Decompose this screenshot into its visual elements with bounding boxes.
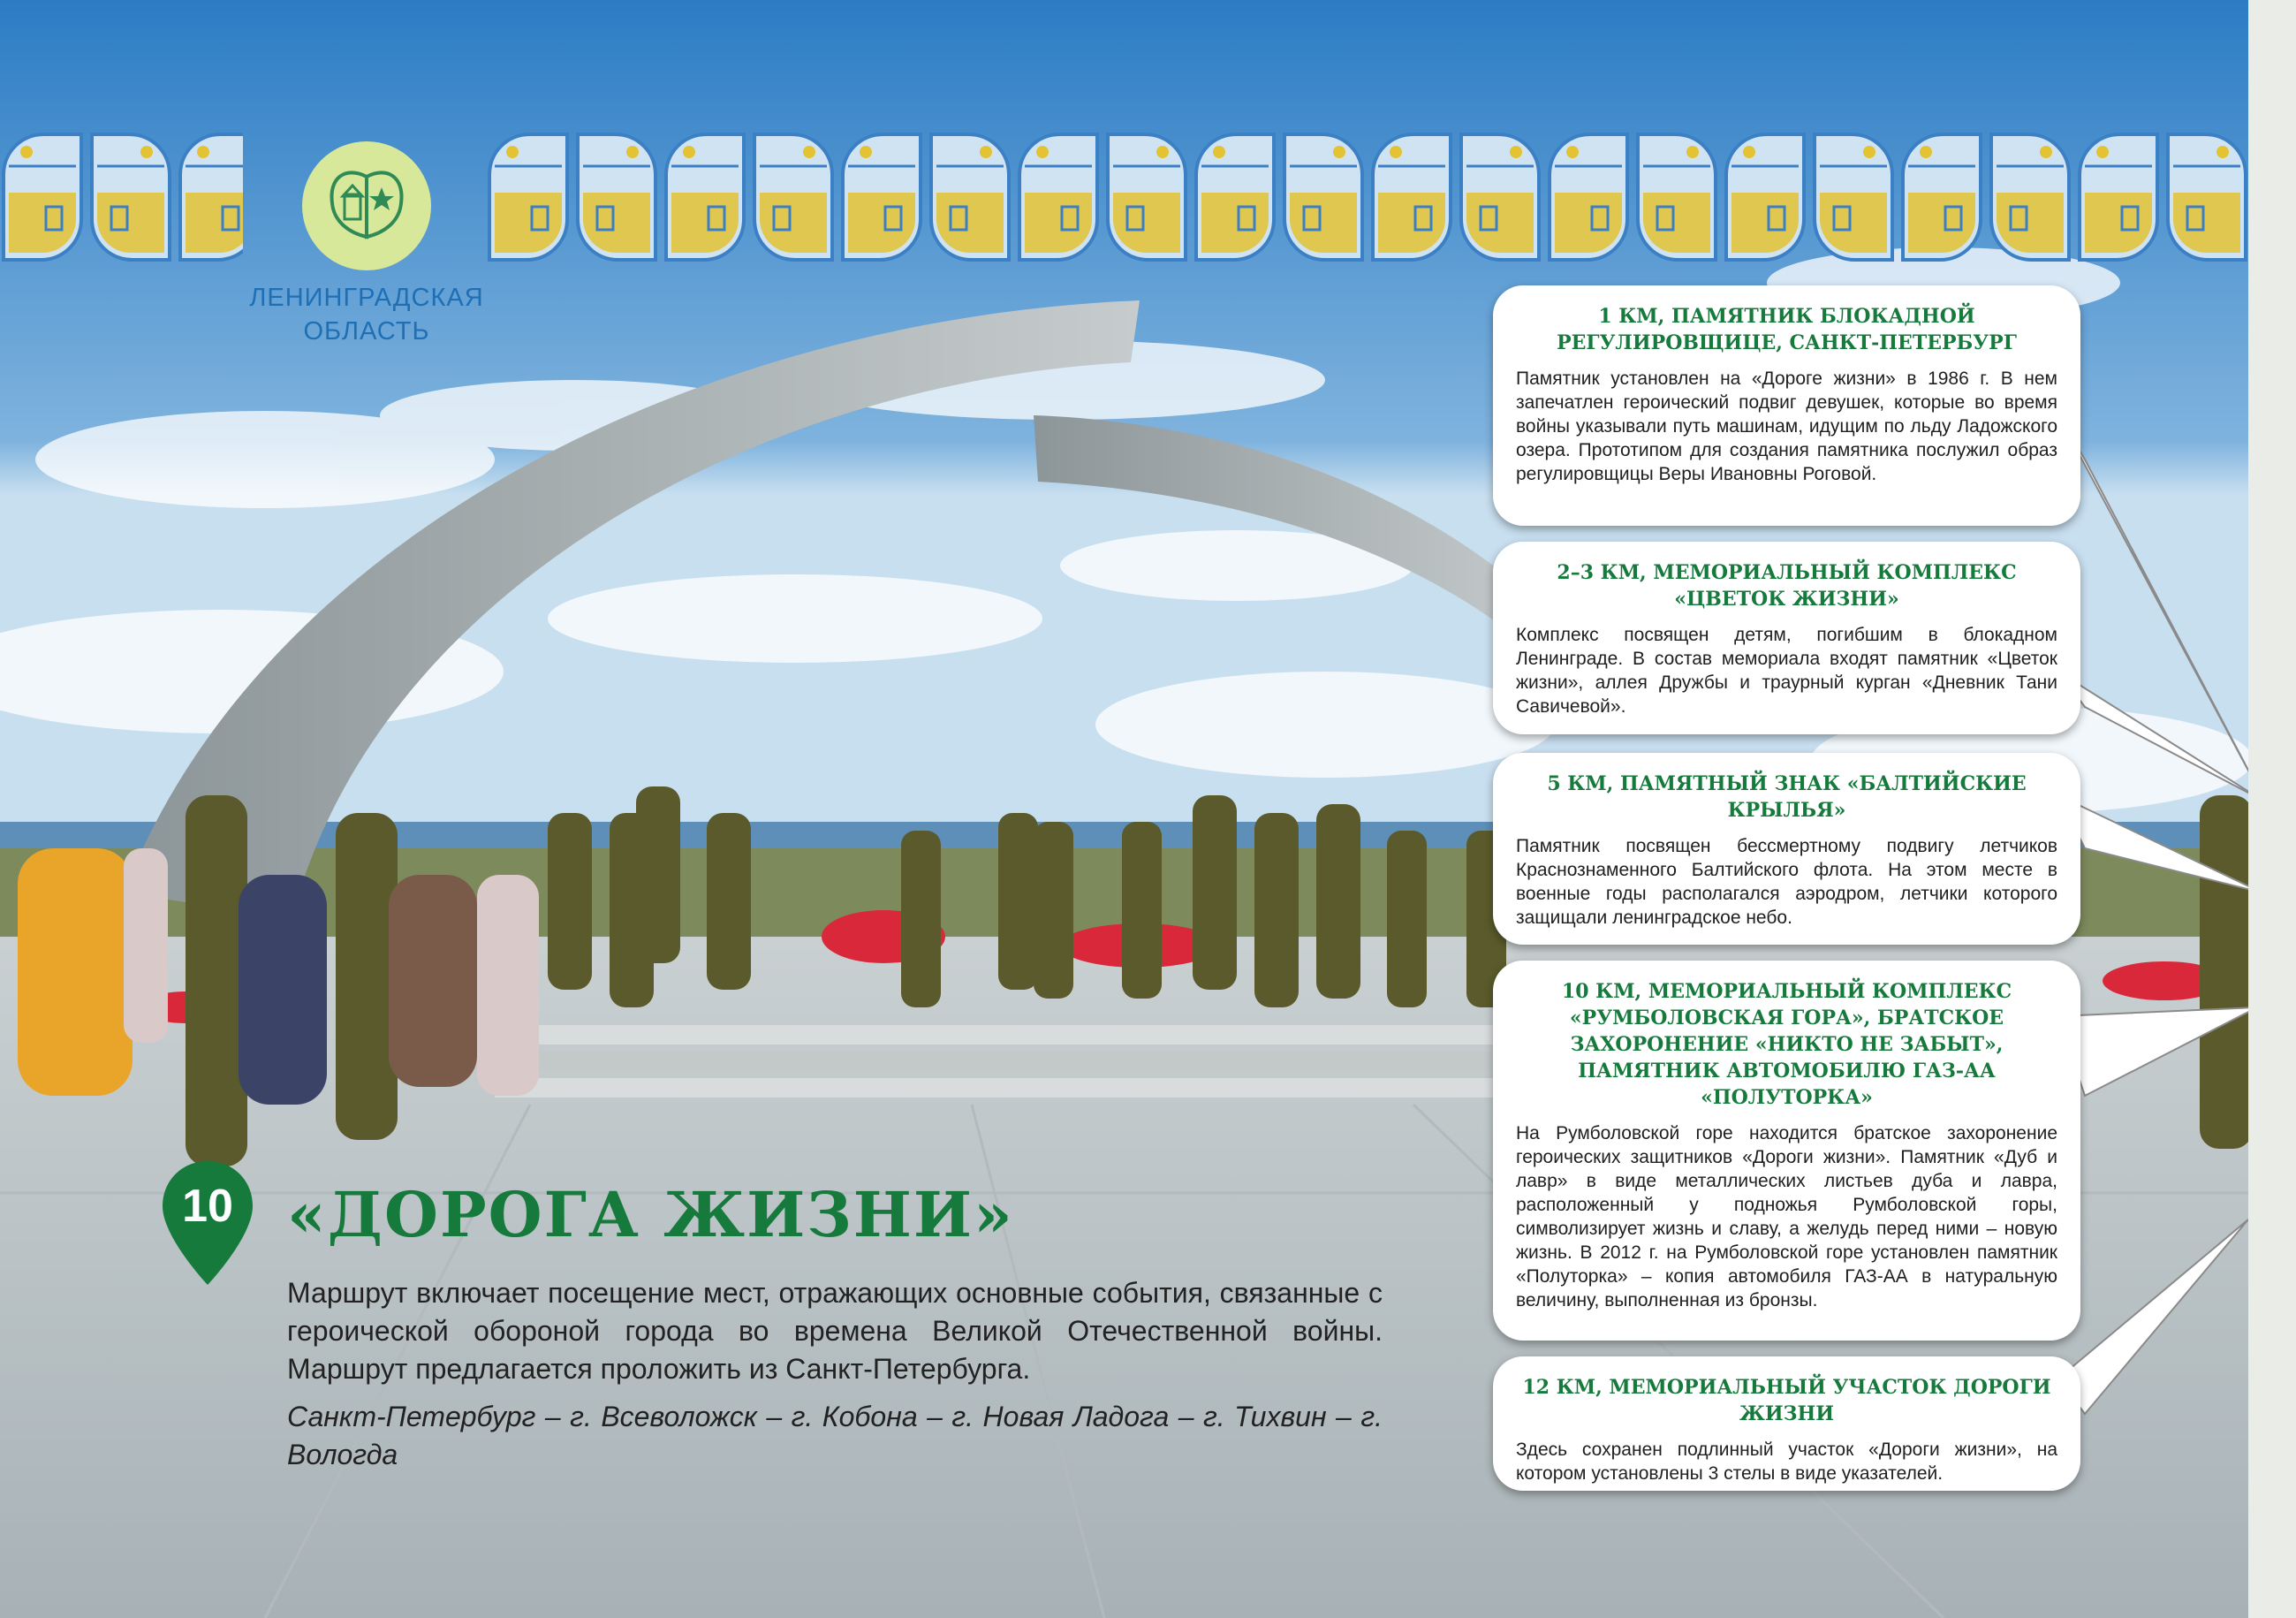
region-name-line1: ЛЕНИНГРАДСКАЯ <box>249 284 484 312</box>
stop-card-2 <box>1493 542 2080 734</box>
stop-card-5 <box>1493 1356 2080 1491</box>
ornament-leaf <box>574 131 659 263</box>
ornament-leaf <box>1546 131 1631 263</box>
ornament-leaf <box>1988 131 2072 263</box>
route-number: 10 <box>182 1181 233 1232</box>
ornament-leaf <box>88 131 173 263</box>
stop-description: Здесь сохранен подлинный участок «Дороги жизни», на котором установлены 3 стелы в виде указателей. <box>1516 1439 2057 1484</box>
ornament-leaf <box>1723 131 1807 263</box>
ornament-leaf <box>1899 131 1984 263</box>
ornament-leaf <box>1369 131 1454 263</box>
ornament-leaf <box>1281 131 1366 263</box>
ornament-leaf <box>1458 131 1542 263</box>
region-name-line2: ОБЛАСТЬ <box>303 317 430 346</box>
ornament-leaf <box>928 131 1012 263</box>
ornament-leaf <box>0 131 85 263</box>
ornament-leaf <box>1104 131 1189 263</box>
ornament-leaf <box>2076 131 2161 263</box>
ornament-leaf <box>2164 131 2249 263</box>
stop-card-3 <box>1493 753 2080 945</box>
stop-description: На Румболовской горе находится братское захоронение героических защитников «Дороги жизни». Памятник «Дуб и лавр» в виде металлических листьев дуба и лавра, расположенный у подножья Румболовской горы, символизирует жизнь и славу, а желудь перед ними – новую жизнь. В 2012 г. на Румболовской горе установлен памятник «Полуторка» – копия автомобиля ГАЗ-АА в натуральную величину, выполненная из бронзы. <box>1516 1123 2057 1310</box>
ornament-leaf <box>751 131 836 263</box>
stop-title: 2–3 КМ, МЕМОРИАЛЬНЫЙ КОМПЛЕКС «ЦВЕТОК ЖИЗНИ» <box>1557 561 2017 611</box>
route-path: Санкт-Петербург – г. Всеволожск – г. Кобона – г. Новая Ладога – г. Тихвин – г. Вологда <box>287 1401 1383 1470</box>
stop-title: 10 КМ, МЕМОРИАЛЬНЫЙ КОМПЛЕКС «РУМБОЛОВСКАЯ ГОРА», БРАТСКОЕ ЗАХОРОНЕНИЕ «НИКТО НЕ ЗАБЫТ», ПАМЯТНИК АВТОМОБИЛЮ ГАЗ-АА «ПОЛУТОРКА» <box>1561 980 2012 1109</box>
ornament-leaf <box>1811 131 1896 263</box>
region-logo <box>302 141 431 270</box>
ornament-leaf <box>839 131 924 263</box>
region-name <box>225 281 508 348</box>
stop-title: 1 КМ, ПАМЯТНИК БЛОКАДНОЙ РЕГУЛИРОВЩИЦЕ, САНКТ-ПЕТЕРБУРГ <box>1557 305 2017 354</box>
ornament-leaf <box>663 131 747 263</box>
map-edge-strip <box>2248 0 2296 1618</box>
ornament-leaf <box>1634 131 1719 263</box>
stop-description: Памятник посвящен бессмертному подвигу летчиков Краснознаменного Балтийского флота. На этом месте в военные годы располагался аэродром, летчики которого защищали ленинградское небо. <box>1516 836 2057 928</box>
ornament-band-left <box>0 131 243 263</box>
stop-title: 5 КМ, ПАМЯТНЫЙ ЗНАК «БАЛТИЙСКИЕ КРЫЛЬЯ» <box>1547 772 2027 822</box>
ornament-leaf <box>177 131 243 263</box>
butterfly-houses-icon <box>302 141 431 270</box>
route-title: «ДОРОГА ЖИЗНИ» <box>287 1178 1014 1251</box>
stop-title: 12 КМ, МЕМОРИАЛЬНЫЙ УЧАСТОК ДОРОГИ ЖИЗНИ <box>1522 1376 2051 1425</box>
stop-description: Памятник установлен на «Дороге жизни» в 1986 г. В нем запечатлен героический подвиг девушек, которые во время войны указывали путь машинам, идущим по льду Ладожского озера. Прототипом для создания памятника послужил образ регулировщицы Веры Ивановны Роговой. <box>1516 368 2057 484</box>
ornament-leaf <box>1193 131 1277 263</box>
stop-card-4 <box>1493 961 2080 1341</box>
ornament-leaf <box>486 131 571 263</box>
stop-description: Комплекс посвящен детям, погибшим в блокадном Ленинграде. В состав мемориала входят памятник «Цветок жизни», аллея Дружбы и траурный курган «Дневник Тани Савичевой». <box>1516 625 2057 717</box>
ornament-leaf <box>1016 131 1101 263</box>
route-intro: Маршрут включает посещение мест, отражающих основные события, связанные с героической обороной города во времена Великой Отечественной войны. Маршрут предлагается проложить из Санкт-Петербурга. <box>287 1277 1383 1385</box>
ornament-band-right <box>486 131 2253 263</box>
stop-card-1 <box>1493 285 2080 526</box>
